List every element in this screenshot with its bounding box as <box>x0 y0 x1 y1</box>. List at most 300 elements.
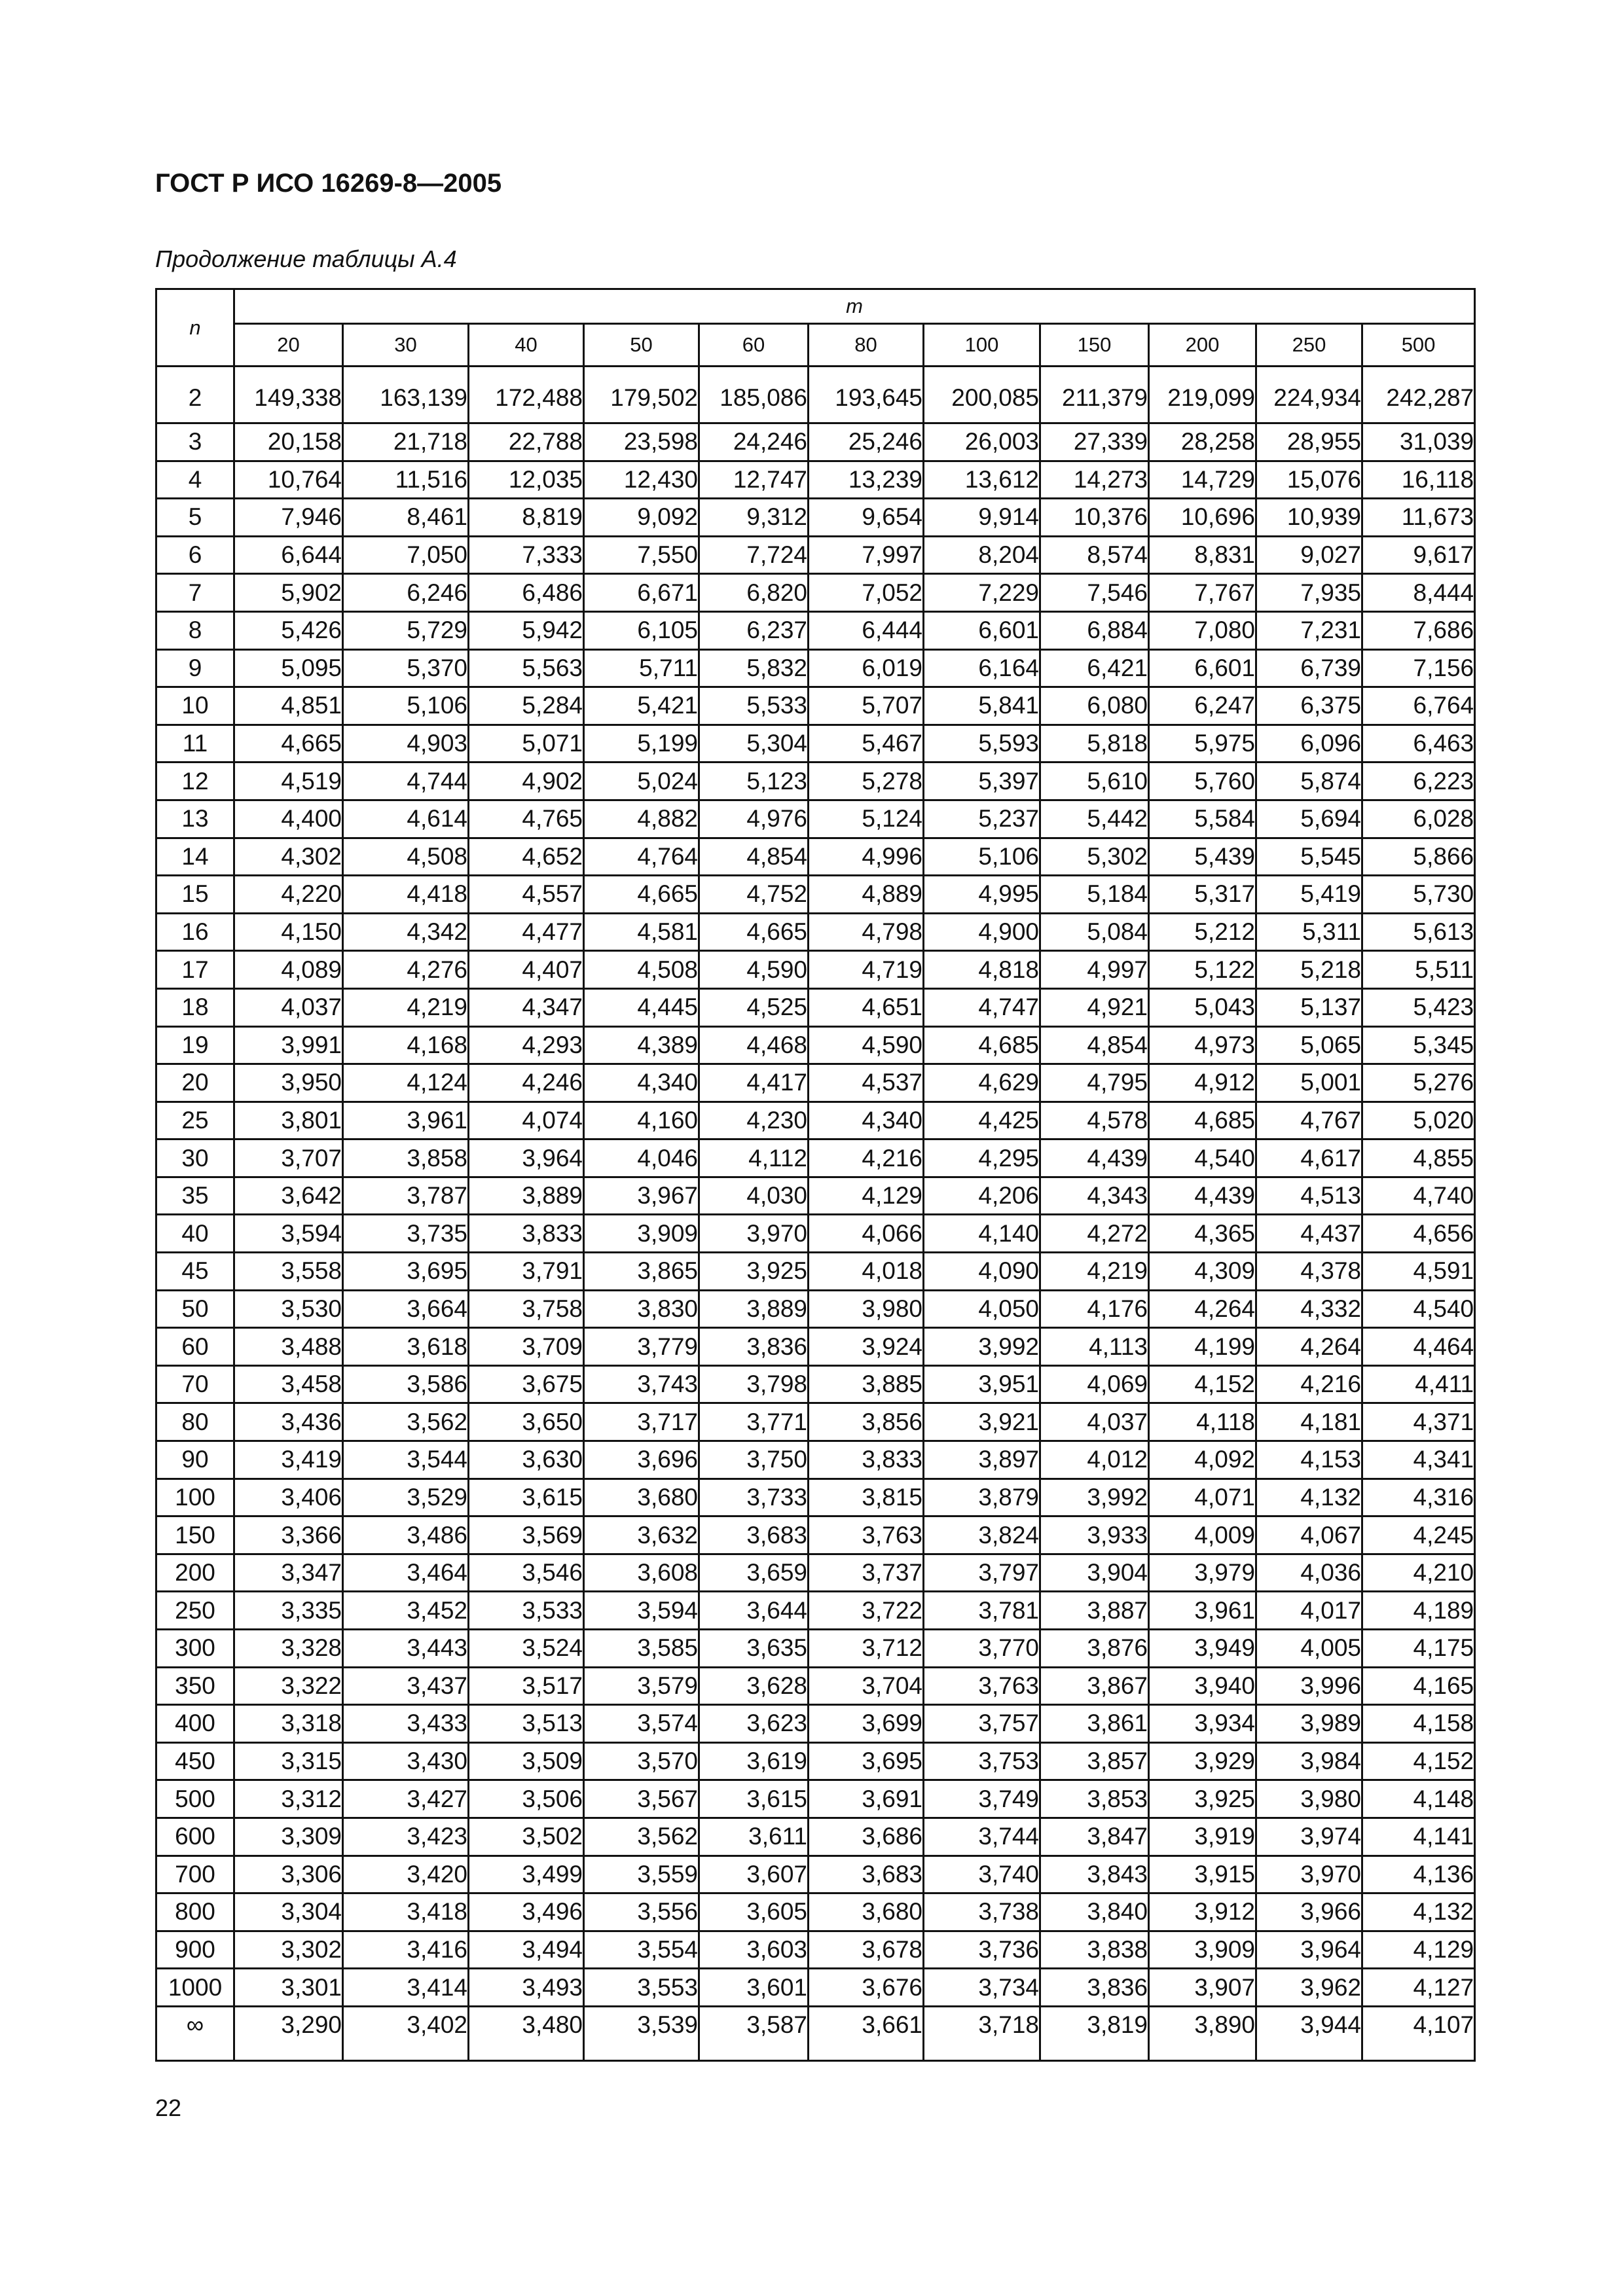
table-cell: 224,934 <box>1256 367 1362 423</box>
row-n-value: 4 <box>156 461 234 499</box>
table-cell: 6,105 <box>584 611 699 649</box>
table-cell: 4,417 <box>699 1064 809 1102</box>
table-cell: 3,890 <box>1149 2006 1256 2060</box>
table-cell: 3,838 <box>1040 1931 1149 1969</box>
table-cell: 4,767 <box>1256 1102 1362 1139</box>
table-cell: 3,366 <box>234 1516 343 1554</box>
table-cell: 4,747 <box>924 988 1040 1026</box>
table-cell: 5,212 <box>1149 913 1256 951</box>
table-cell: 6,820 <box>699 574 809 612</box>
table-cell: 3,402 <box>343 2006 469 2060</box>
data-table <box>155 288 1476 2062</box>
table-cell: 14,729 <box>1149 461 1256 499</box>
table-cell: 4,685 <box>1149 1102 1256 1139</box>
table-cell: 5,284 <box>469 687 584 725</box>
table-cell: 3,966 <box>1256 1893 1362 1931</box>
column-header-m: 200 <box>1149 324 1256 367</box>
row-n-value: 11 <box>156 725 234 762</box>
table-cell: 5,020 <box>1362 1102 1475 1139</box>
table-cell: 5,818 <box>1040 725 1149 762</box>
table-cell: 6,463 <box>1362 725 1475 762</box>
table-cell: 26,003 <box>924 423 1040 461</box>
table-cell: 3,650 <box>469 1403 584 1441</box>
table-cell: 3,570 <box>584 1742 699 1780</box>
table-row <box>156 800 1475 838</box>
table-cell: 3,464 <box>343 1554 469 1592</box>
row-n-value: 200 <box>156 1554 234 1592</box>
table-cell: 4,069 <box>1040 1365 1149 1403</box>
table-cell: 4,009 <box>1149 1516 1256 1554</box>
table-cell: 4,309 <box>1149 1253 1256 1291</box>
table-cell: 5,043 <box>1149 988 1256 1026</box>
table-cell: 3,740 <box>924 1856 1040 1893</box>
table-cell: 4,652 <box>469 838 584 876</box>
table-row <box>156 1630 1475 1668</box>
table-cell: 3,709 <box>469 1328 584 1366</box>
row-n-value: 3 <box>156 423 234 461</box>
table-cell: 31,039 <box>1362 423 1475 461</box>
table-cell: 9,027 <box>1256 536 1362 574</box>
table-cell: 3,970 <box>1256 1856 1362 1893</box>
table-cell: 8,204 <box>924 536 1040 574</box>
table-row <box>156 1742 1475 1780</box>
table-cell: 4,591 <box>1362 1253 1475 1291</box>
table-cell: 5,841 <box>924 687 1040 725</box>
table-cell: 4,976 <box>699 800 809 838</box>
table-cell: 4,617 <box>1256 1139 1362 1177</box>
table-cell: 179,502 <box>584 367 699 423</box>
table-cell: 3,486 <box>343 1516 469 1554</box>
row-n-value: 60 <box>156 1328 234 1366</box>
table-cell: 3,494 <box>469 1931 584 1969</box>
table-cell: 3,735 <box>343 1215 469 1253</box>
table-cell: 5,442 <box>1040 800 1149 838</box>
table-cell: 6,644 <box>234 536 343 574</box>
row-n-value: 800 <box>156 1893 234 1931</box>
table-cell: 3,418 <box>343 1893 469 1931</box>
table-cell: 3,904 <box>1040 1554 1149 1592</box>
table-cell: 4,996 <box>809 838 924 876</box>
table-cell: 3,301 <box>234 1969 343 2007</box>
column-header-m: 30 <box>343 324 469 367</box>
table-cell: 3,436 <box>234 1403 343 1441</box>
table-cell: 4,764 <box>584 838 699 876</box>
table-cell: 4,540 <box>1362 1290 1475 1328</box>
table-cell: 3,836 <box>699 1328 809 1366</box>
table-cell: 3,707 <box>234 1139 343 1177</box>
table-cell: 4,614 <box>343 800 469 838</box>
table-cell: 4,005 <box>1256 1630 1362 1668</box>
table-cell: 6,375 <box>1256 687 1362 725</box>
table-row <box>156 1026 1475 1064</box>
table-cell: 4,090 <box>924 1253 1040 1291</box>
table-cell: 3,585 <box>584 1630 699 1668</box>
table-cell: 3,909 <box>1149 1931 1256 1969</box>
table-cell: 3,770 <box>924 1630 1040 1668</box>
table-cell: 4,818 <box>924 951 1040 989</box>
table-cell: 4,176 <box>1040 1290 1149 1328</box>
table-cell: 6,601 <box>924 611 1040 649</box>
column-header-m: 250 <box>1256 324 1362 367</box>
table-cell: 4,165 <box>1362 1667 1475 1705</box>
table-cell: 3,704 <box>809 1667 924 1705</box>
table-cell: 4,030 <box>699 1177 809 1215</box>
table-cell: 3,517 <box>469 1667 584 1705</box>
row-n-value: 6 <box>156 536 234 574</box>
row-n-value: 40 <box>156 1215 234 1253</box>
table-cell: 12,430 <box>584 461 699 499</box>
table-cell: 5,613 <box>1362 913 1475 951</box>
table-cell: 3,712 <box>809 1630 924 1668</box>
table-cell: 3,695 <box>809 1742 924 1780</box>
table-cell: 3,696 <box>584 1441 699 1479</box>
row-n-value: 15 <box>156 876 234 914</box>
table-cell: 4,168 <box>343 1026 469 1064</box>
column-header-row <box>156 324 1475 367</box>
row-n-value: 450 <box>156 1742 234 1780</box>
table-cell: 5,760 <box>1149 762 1256 800</box>
table-row <box>156 1479 1475 1516</box>
table-cell: 3,763 <box>924 1667 1040 1705</box>
column-header-m: 20 <box>234 324 343 367</box>
table-cell: 3,737 <box>809 1554 924 1592</box>
table-cell: 4,752 <box>699 876 809 914</box>
table-cell: 7,050 <box>343 536 469 574</box>
table-cell: 3,925 <box>699 1253 809 1291</box>
table-cell: 4,118 <box>1149 1403 1256 1441</box>
table-cell: 10,939 <box>1256 499 1362 537</box>
table-cell: 5,563 <box>469 649 584 687</box>
table-cell: 4,181 <box>1256 1403 1362 1441</box>
table-cell: 5,419 <box>1256 876 1362 914</box>
table-cell: 9,617 <box>1362 536 1475 574</box>
table-cell: 3,611 <box>699 1818 809 1856</box>
table-cell: 3,984 <box>1256 1742 1362 1780</box>
table-cell: 4,378 <box>1256 1253 1362 1291</box>
table-cell: 4,371 <box>1362 1403 1475 1441</box>
table-row <box>156 838 1475 876</box>
table-cell: 4,882 <box>584 800 699 838</box>
table-cell: 5,711 <box>584 649 699 687</box>
table-cell: 3,843 <box>1040 1856 1149 1893</box>
table-cell: 3,758 <box>469 1290 584 1328</box>
table-cell: 3,861 <box>1040 1705 1149 1743</box>
table-cell: 3,912 <box>1149 1893 1256 1931</box>
table-row <box>156 1290 1475 1328</box>
table-cell: 5,317 <box>1149 876 1256 914</box>
table-cell: 5,423 <box>1362 988 1475 1026</box>
table-cell: 4,912 <box>1149 1064 1256 1102</box>
table-cell: 4,124 <box>343 1064 469 1102</box>
table-cell: 3,833 <box>469 1215 584 1253</box>
table-cell: 3,513 <box>469 1705 584 1743</box>
table-cell: 4,795 <box>1040 1064 1149 1102</box>
table-cell: 5,942 <box>469 611 584 649</box>
table-cell: 6,164 <box>924 649 1040 687</box>
table-row <box>156 611 1475 649</box>
table-cell: 4,153 <box>1256 1441 1362 1479</box>
table-cell: 3,699 <box>809 1705 924 1743</box>
table-row <box>156 2006 1475 2060</box>
table-cell: 4,071 <box>1149 1479 1256 1516</box>
table-cell: 4,036 <box>1256 1554 1362 1592</box>
table-cell: 3,676 <box>809 1969 924 2007</box>
table-cell: 3,996 <box>1256 1667 1362 1705</box>
table-cell: 4,411 <box>1362 1365 1475 1403</box>
row-n-value: 2 <box>156 367 234 423</box>
table-cell: 4,037 <box>1040 1403 1149 1441</box>
table-cell: 3,544 <box>343 1441 469 1479</box>
table-cell: 5,304 <box>699 725 809 762</box>
table-row <box>156 1328 1475 1366</box>
table-cell: 4,293 <box>469 1026 584 1064</box>
table-cell: 3,683 <box>809 1856 924 1893</box>
table-cell: 3,623 <box>699 1705 809 1743</box>
table-cell: 3,309 <box>234 1818 343 1856</box>
table-cell: 12,035 <box>469 461 584 499</box>
table-cell: 5,426 <box>234 611 343 649</box>
table-cell: 3,635 <box>699 1630 809 1668</box>
table-cell: 3,562 <box>343 1403 469 1441</box>
table-cell: 4,316 <box>1362 1479 1475 1516</box>
table-cell: 3,603 <box>699 1931 809 1969</box>
table-cell: 3,853 <box>1040 1780 1149 1818</box>
table-cell: 3,628 <box>699 1667 809 1705</box>
table-row <box>156 1365 1475 1403</box>
table-cell: 4,508 <box>584 951 699 989</box>
table-cell: 3,830 <box>584 1290 699 1328</box>
table-cell: 6,028 <box>1362 800 1475 838</box>
table-cell: 4,264 <box>1149 1290 1256 1328</box>
table-cell: 5,345 <box>1362 1026 1475 1064</box>
table-cell: 3,594 <box>584 1592 699 1630</box>
table-cell: 4,074 <box>469 1102 584 1139</box>
table-cell: 10,376 <box>1040 499 1149 537</box>
table-row <box>156 1931 1475 1969</box>
table-cell: 7,946 <box>234 499 343 537</box>
table-cell: 5,024 <box>584 762 699 800</box>
table-cell: 4,152 <box>1362 1742 1475 1780</box>
table-cell: 3,980 <box>1256 1780 1362 1818</box>
table-cell: 3,879 <box>924 1479 1040 1516</box>
table-cell: 3,749 <box>924 1780 1040 1818</box>
table-cell: 3,559 <box>584 1856 699 1893</box>
table-cell: 5,533 <box>699 687 809 725</box>
table-cell: 4,740 <box>1362 1177 1475 1215</box>
table-cell: 5,122 <box>1149 951 1256 989</box>
table-cell: 3,586 <box>343 1365 469 1403</box>
table-cell: 3,315 <box>234 1742 343 1780</box>
table-cell: 6,421 <box>1040 649 1149 687</box>
table-cell: 3,553 <box>584 1969 699 2007</box>
row-n-value: 19 <box>156 1026 234 1064</box>
table-cell: 7,767 <box>1149 574 1256 612</box>
table-cell: 3,836 <box>1040 1969 1149 2007</box>
table-cell: 4,295 <box>924 1139 1040 1177</box>
table-cell: 7,724 <box>699 536 809 574</box>
table-cell: 3,950 <box>234 1064 343 1102</box>
table-cell: 4,685 <box>924 1026 1040 1064</box>
table-cell: 4,152 <box>1149 1365 1256 1403</box>
document-header-title: ГОСТ Р ИСО 16269-8—2005 <box>155 169 502 198</box>
table-cell: 10,696 <box>1149 499 1256 537</box>
table-cell: 3,858 <box>343 1139 469 1177</box>
table-cell: 4,513 <box>1256 1177 1362 1215</box>
table-row <box>156 1139 1475 1177</box>
table-row <box>156 687 1475 725</box>
table-cell: 6,601 <box>1149 649 1256 687</box>
table-cell: 8,461 <box>343 499 469 537</box>
table-cell: 7,935 <box>1256 574 1362 612</box>
table-cell: 3,659 <box>699 1554 809 1592</box>
table-cell: 3,961 <box>1149 1592 1256 1630</box>
table-cell: 4,340 <box>809 1102 924 1139</box>
table-cell: 13,612 <box>924 461 1040 499</box>
row-n-value: 100 <box>156 1479 234 1516</box>
table-cell: 163,139 <box>343 367 469 423</box>
table-cell: 3,934 <box>1149 1705 1256 1743</box>
table-cell: 3,642 <box>234 1177 343 1215</box>
table-cell: 3,587 <box>699 2006 809 2060</box>
table-cell: 3,757 <box>924 1705 1040 1743</box>
table-row <box>156 1969 1475 2007</box>
table-row <box>156 423 1475 461</box>
table-cell: 4,343 <box>1040 1177 1149 1215</box>
table-cell: 3,675 <box>469 1365 584 1403</box>
table-cell: 3,574 <box>584 1705 699 1743</box>
table-cell: 16,118 <box>1362 461 1475 499</box>
table-cell: 3,753 <box>924 1742 1040 1780</box>
table-cell: 4,540 <box>1149 1139 1256 1177</box>
table-cell: 3,964 <box>469 1139 584 1177</box>
table-cell: 5,302 <box>1040 838 1149 876</box>
table-cell: 4,148 <box>1362 1780 1475 1818</box>
table-row <box>156 725 1475 762</box>
table-cell: 4,175 <box>1362 1630 1475 1668</box>
table-cell: 6,764 <box>1362 687 1475 725</box>
table-cell: 3,539 <box>584 2006 699 2060</box>
table-cell: 3,601 <box>699 1969 809 2007</box>
table-cell: 20,158 <box>234 423 343 461</box>
table-cell: 4,477 <box>469 913 584 951</box>
table-cell: 4,921 <box>1040 988 1149 1026</box>
table-cell: 6,486 <box>469 574 584 612</box>
table-cell: 4,537 <box>809 1064 924 1102</box>
table-cell: 5,095 <box>234 649 343 687</box>
row-n-value: 25 <box>156 1102 234 1139</box>
table-cell: 3,989 <box>1256 1705 1362 1743</box>
table-cell: 3,907 <box>1149 1969 1256 2007</box>
table-cell: 3,496 <box>469 1893 584 1931</box>
table-cell: 5,084 <box>1040 913 1149 951</box>
table-cell: 3,304 <box>234 1893 343 1931</box>
row-n-value: 20 <box>156 1064 234 1102</box>
row-n-value: 10 <box>156 687 234 725</box>
table-cell: 3,683 <box>699 1516 809 1554</box>
table-row <box>156 1592 1475 1630</box>
table-cell: 3,856 <box>809 1403 924 1441</box>
table-cell: 3,347 <box>234 1554 343 1592</box>
table-cell: 5,902 <box>234 574 343 612</box>
table-cell: 12,747 <box>699 461 809 499</box>
table-cell: 4,651 <box>809 988 924 1026</box>
table-cell: 3,615 <box>699 1780 809 1818</box>
table-cell: 3,569 <box>469 1516 584 1554</box>
table-cell: 3,865 <box>584 1253 699 1291</box>
table-cell: 3,562 <box>584 1818 699 1856</box>
table-cell: 3,889 <box>699 1290 809 1328</box>
row-n-value: 45 <box>156 1253 234 1291</box>
table-cell: 3,328 <box>234 1630 343 1668</box>
table-cell: 3,290 <box>234 2006 343 2060</box>
table-cell: 4,246 <box>469 1064 584 1102</box>
table-cell: 3,433 <box>343 1705 469 1743</box>
table-cell: 3,615 <box>469 1479 584 1516</box>
table-cell: 3,430 <box>343 1742 469 1780</box>
table-cell: 9,654 <box>809 499 924 537</box>
table-cell: 3,524 <box>469 1630 584 1668</box>
table-cell: 7,080 <box>1149 611 1256 649</box>
table-row <box>156 1554 1475 1592</box>
table-cell: 4,719 <box>809 951 924 989</box>
table-cell: 5,707 <box>809 687 924 725</box>
table-cell: 6,237 <box>699 611 809 649</box>
table-cell: 6,080 <box>1040 687 1149 725</box>
table-cell: 3,619 <box>699 1742 809 1780</box>
table-cell: 3,406 <box>234 1479 343 1516</box>
table-row <box>156 1403 1475 1441</box>
row-n-value: 9 <box>156 649 234 687</box>
table-cell: 23,598 <box>584 423 699 461</box>
table-cell: 4,439 <box>1149 1177 1256 1215</box>
table-row <box>156 1253 1475 1291</box>
table-cell: 3,980 <box>809 1290 924 1328</box>
table-cell: 4,902 <box>469 762 584 800</box>
table-cell: 4,665 <box>234 725 343 762</box>
table-cell: 3,951 <box>924 1365 1040 1403</box>
table-row <box>156 876 1475 914</box>
table-cell: 172,488 <box>469 367 584 423</box>
table-cell: 4,557 <box>469 876 584 914</box>
table-cell: 4,160 <box>584 1102 699 1139</box>
table-cell: 15,076 <box>1256 461 1362 499</box>
table-cell: 185,086 <box>699 367 809 423</box>
row-n-value: 35 <box>156 1177 234 1215</box>
table-cell: 3,306 <box>234 1856 343 1893</box>
table-cell: 3,452 <box>343 1592 469 1630</box>
table-cell: 4,210 <box>1362 1554 1475 1592</box>
table-cell: 4,089 <box>234 951 343 989</box>
table-cell: 3,322 <box>234 1667 343 1705</box>
table-cell: 3,437 <box>343 1667 469 1705</box>
row-n-value: 7 <box>156 574 234 612</box>
table-cell: 5,730 <box>1362 876 1475 914</box>
table-cell: 4,578 <box>1040 1102 1149 1139</box>
table-cell: 3,970 <box>699 1215 809 1253</box>
table-cell: 3,944 <box>1256 2006 1362 2060</box>
table-cell: 3,929 <box>1149 1742 1256 1780</box>
table-cell: 4,129 <box>1362 1931 1475 1969</box>
table-cell: 5,694 <box>1256 800 1362 838</box>
table-cell: 4,219 <box>1040 1253 1149 1291</box>
table-cell: 3,680 <box>584 1479 699 1516</box>
table-cell: 6,223 <box>1362 762 1475 800</box>
table-cell: 3,680 <box>809 1893 924 1931</box>
table-cell: 4,129 <box>809 1177 924 1215</box>
table-cell: 4,216 <box>809 1139 924 1177</box>
table-cell: 4,590 <box>809 1026 924 1064</box>
table-cell: 3,686 <box>809 1818 924 1856</box>
